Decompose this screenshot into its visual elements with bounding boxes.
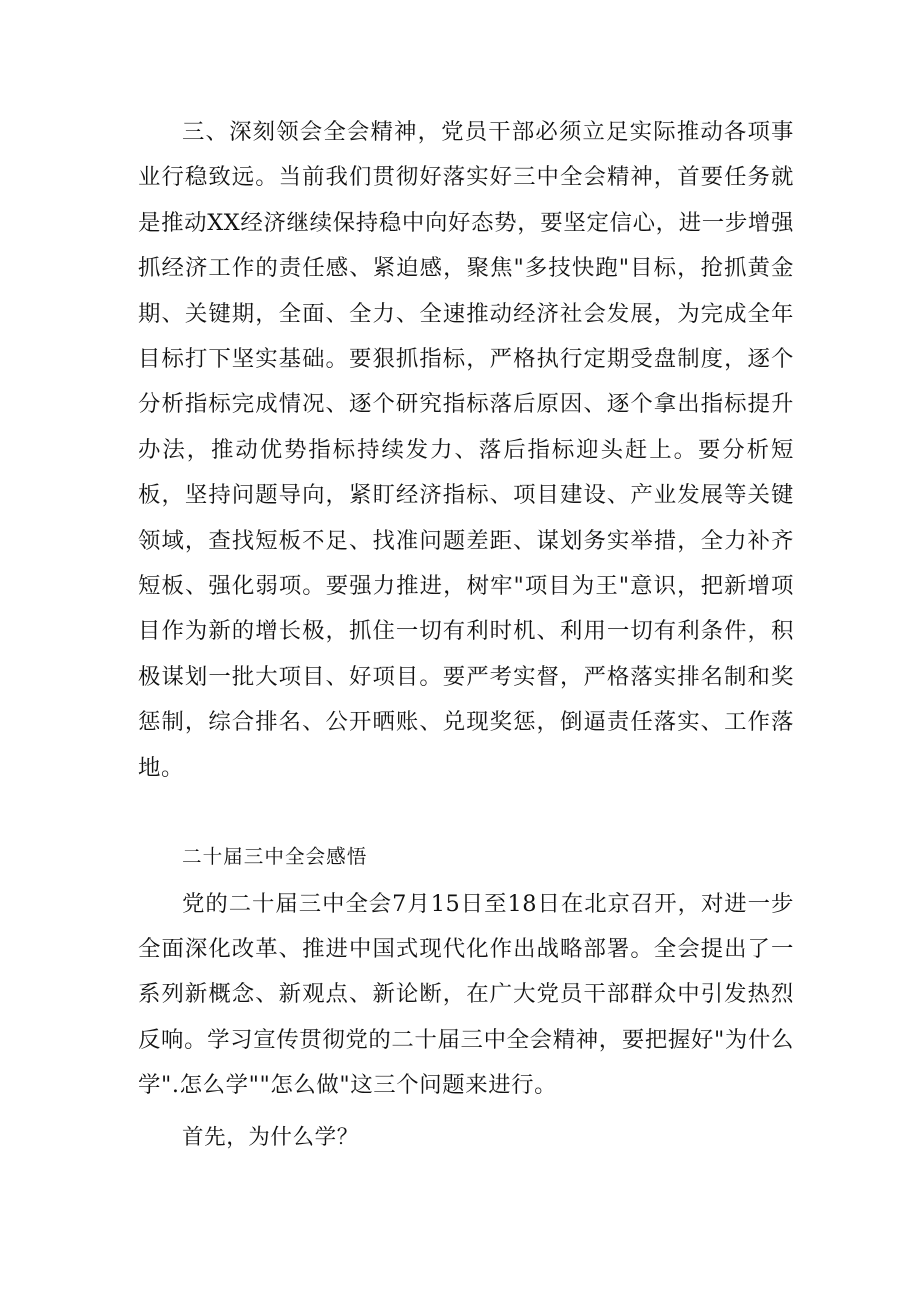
article-title: 二十届三中全会感悟 xyxy=(182,845,368,868)
section-three-paragraph: 三、深刻领会全会精神，党员干部必须立足实际推动各项事业行稳致远。当前我们贯彻好落实好三中全会精神，首要任务就是推动XX经济继续保持稳中向好态势，要坚定信心，进一步增强抓经济工作的责任感、紧迫感，聚焦"多技快跑"目标，抢抓黄金期、关键期，全面、全力、全速推动经济社会发展，为完成全年目标打下坚实基础。要狠抓指标，严格执行定期受盘制度，逐个分析指标完成情况、逐个研究指标落后原因、逐个拿出指标提升办法，推动优势指标持续发力、落后指标迎头赶上。要分析短板，坚持问题导向，紧盯经济指标、项目建设、产业发展等关键领域，查找短板不足、找准问题差距、谋划务实举措，全力补齐短板、强化弱项。要强力推进，树牢"项目为王"意识，把新增项目作为新的增长极，抓住一切有利时机、利用一切有利条件，积极谋划一批大项目、好项目。要严考实督，严格落实排名制和奖惩制，综合排名、公开晒账、兑现奖惩，倒逼责任落实、工作落地。 xyxy=(138,119,794,781)
first-question-paragraph: 首先，为什么学？ xyxy=(182,1125,359,1150)
intro-paragraph: 党的二十届三中全会7月15日至18日在北京召开，对进一步全面深化改革、推进中国式现代化作出战略部署。全会提出了一系列新概念、新观点、新论断，在广大党员干部群众中引发热烈反响。学习宣传贯彻党的二十届三中全会精神，要把握好"为什么学".怎么学""怎么做"这三个问题来进行。 xyxy=(138,891,794,1098)
